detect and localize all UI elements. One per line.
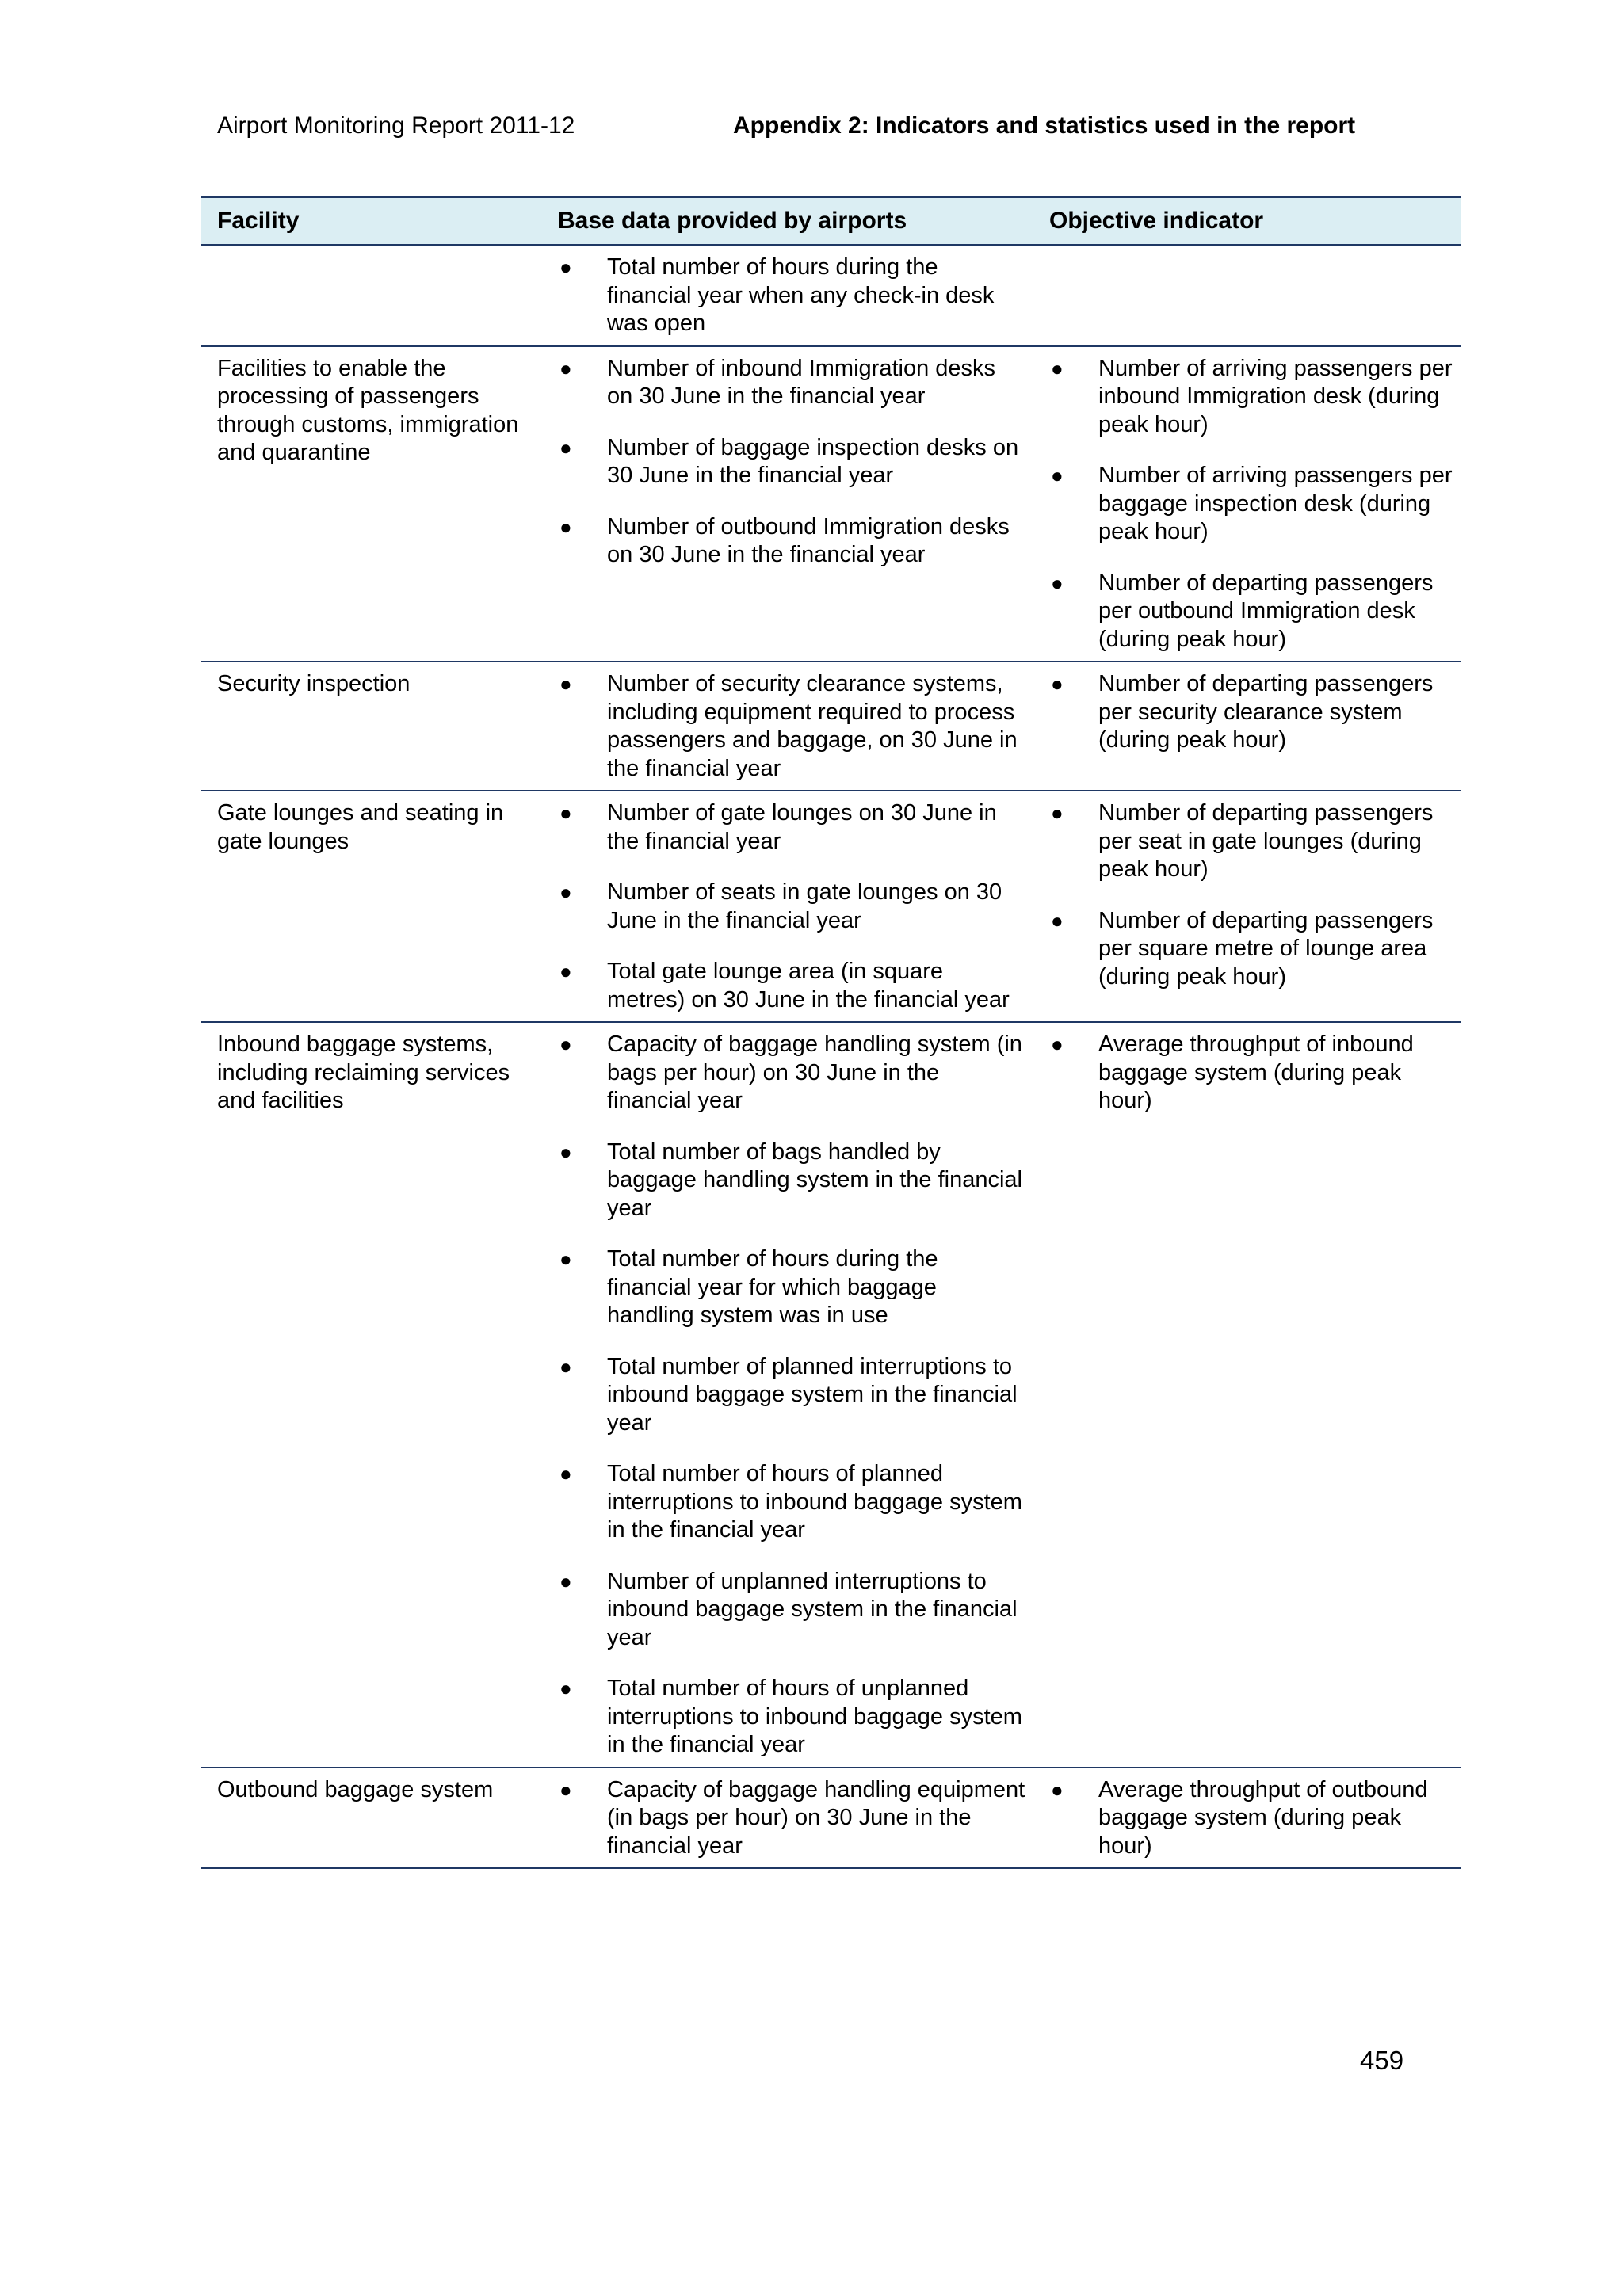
list-item-text: Total number of bags handled by baggage handling system in the financial year	[607, 1138, 1022, 1221]
list-item-text: Average throughput of inbound baggage system (during peak hour)	[1098, 1032, 1414, 1113]
list-item-text: Number of outbound Immigration desks on 30 June in the financial year	[607, 513, 1010, 567]
bullet-icon: ●	[1051, 1032, 1064, 1056]
bullet-icon: ●	[559, 1462, 572, 1486]
column-header-base-data: Base data provided by airports	[542, 197, 1033, 245]
list-item-text: Number of seats in gate lounges on 30 June in the financial year	[607, 879, 1002, 933]
objective-indicator-cell	[1033, 791, 1461, 1022]
list-item-text: Number of gate lounges on 30 June in the financial year	[607, 800, 997, 854]
bullet-list	[1049, 1776, 1461, 1861]
list-item	[558, 958, 1033, 1014]
bullet-icon: ●	[1051, 356, 1064, 380]
bullet-icon: ●	[559, 435, 572, 460]
list-item-text: Number of departing passengers per seat in gate lounges (during peak hour)	[1098, 800, 1434, 882]
list-item-text: Total number of hours of planned interruptions to inbound baggage system in the financial year	[607, 1461, 1022, 1543]
list-item	[558, 434, 1033, 490]
objective-indicator-cell	[1033, 662, 1461, 791]
list-item	[558, 1353, 1033, 1438]
bullet-list	[1049, 1031, 1461, 1116]
list-item	[558, 1460, 1033, 1545]
bullet-list	[1049, 355, 1461, 654]
list-item	[558, 1568, 1033, 1653]
table-row	[201, 346, 1461, 662]
bullet-icon: ●	[559, 880, 572, 904]
base-data-cell	[542, 346, 1033, 662]
list-item	[558, 355, 1033, 411]
table-row	[201, 1022, 1461, 1768]
list-item-text: Number of security clearance systems, including equipment required to process passengers and baggage, on 30 June in the financial year	[607, 671, 1018, 781]
list-item	[1049, 1776, 1461, 1861]
bullet-list	[558, 1031, 1033, 1760]
bullet-list	[558, 254, 1033, 338]
bullet-icon: ●	[1051, 463, 1064, 487]
bullet-icon: ●	[1051, 570, 1064, 595]
bullet-list	[558, 670, 1033, 783]
list-item-text: Number of unplanned interruptions to inbound baggage system in the financial year	[607, 1568, 1018, 1650]
bullet-icon: ●	[1051, 1777, 1064, 1802]
list-item-text: Number of baggage inspection desks on 30 June in the financial year	[607, 434, 1019, 488]
list-item	[1049, 462, 1461, 547]
list-item	[558, 1675, 1033, 1760]
report-title: Airport Monitoring Report 2011-12	[217, 113, 575, 139]
list-item-text: Average throughput of outbound baggage system (during peak hour)	[1098, 1776, 1428, 1859]
list-item-text: Number of departing passengers per square metre of lounge area (during peak hour)	[1098, 907, 1434, 990]
list-item	[558, 254, 1033, 338]
bullet-icon: ●	[559, 255, 572, 279]
bullet-list	[558, 355, 1033, 570]
table-body	[201, 245, 1461, 1868]
list-item-text: Number of arriving passengers per inbound Immigration desk (during peak hour)	[1098, 355, 1453, 437]
bullet-icon: ●	[559, 1032, 572, 1056]
list-item-text: Total number of hours during the financial year when any check-in desk was open	[607, 254, 995, 336]
bullet-icon: ●	[1051, 672, 1064, 696]
list-item	[1049, 670, 1461, 755]
list-item	[558, 513, 1033, 570]
bullet-icon: ●	[559, 1139, 572, 1164]
table-header-row	[201, 197, 1461, 245]
bullet-icon: ●	[559, 1354, 572, 1379]
bullet-icon: ●	[559, 1569, 572, 1593]
list-item	[1049, 570, 1461, 654]
base-data-cell	[542, 1768, 1033, 1869]
facility-cell: Security inspection	[201, 662, 542, 791]
list-item-text: Total number of hours of unplanned interruptions to inbound baggage system in the financial year	[607, 1676, 1022, 1757]
bullet-icon: ●	[559, 1676, 572, 1700]
base-data-cell	[542, 791, 1033, 1022]
list-item-text: Capacity of baggage handling system (in bags per hour) on 30 June in the financial year	[607, 1032, 1022, 1113]
objective-indicator-cell	[1033, 245, 1461, 346]
list-item-text: Number of departing passengers per outbound Immigration desk (during peak hour)	[1098, 570, 1434, 652]
objective-indicator-cell	[1033, 346, 1461, 662]
list-item-text: Number of inbound Immigration desks on 30 June in the financial year	[607, 355, 996, 409]
table-row	[201, 245, 1461, 346]
column-header-objective-indicator: Objective indicator	[1033, 197, 1461, 245]
bullet-icon: ●	[1051, 801, 1064, 825]
bullet-list	[558, 1776, 1033, 1861]
bullet-icon: ●	[559, 514, 572, 539]
facility-cell: Facilities to enable the processing of passengers through customs, immigration and quarantine	[201, 346, 542, 662]
list-item	[558, 799, 1033, 856]
list-item	[558, 1245, 1033, 1330]
table-row	[201, 791, 1461, 1022]
table-row	[201, 1768, 1461, 1869]
column-header-facility: Facility	[201, 197, 542, 245]
objective-indicator-cell	[1033, 1768, 1461, 1869]
bullet-icon: ●	[559, 959, 572, 983]
list-item	[1049, 799, 1461, 884]
bullet-icon: ●	[559, 1247, 572, 1271]
facility-cell	[201, 245, 542, 346]
base-data-cell	[542, 662, 1033, 791]
list-item	[558, 1138, 1033, 1223]
bullet-list	[558, 799, 1033, 1014]
list-item-text: Capacity of baggage handling equipment (in bags per hour) on 30 June in the financial year	[607, 1776, 1025, 1859]
list-item-text: Total number of planned interruptions to inbound baggage system in the financial year	[607, 1353, 1018, 1436]
facility-cell: Gate lounges and seating in gate lounges	[201, 791, 542, 1022]
facility-cell: Inbound baggage systems, including reclaiming services and facilities	[201, 1022, 542, 1768]
facility-cell: Outbound baggage system	[201, 1768, 542, 1869]
list-item-text: Total gate lounge area (in square metres) on 30 June in the financial year	[607, 959, 1010, 1013]
list-item	[1049, 1031, 1461, 1116]
base-data-cell	[542, 1022, 1033, 1768]
bullet-icon: ●	[559, 801, 572, 825]
bullet-icon: ●	[1051, 908, 1064, 933]
bullet-list	[1049, 670, 1461, 755]
objective-indicator-cell	[1033, 1022, 1461, 1768]
bullet-icon: ●	[559, 672, 572, 696]
list-item	[558, 1031, 1033, 1116]
list-item	[558, 670, 1033, 783]
list-item	[558, 879, 1033, 935]
bullet-list	[1049, 799, 1461, 991]
bullet-icon: ●	[559, 356, 572, 380]
appendix-title: Appendix 2: Indicators and statistics used in the report	[733, 113, 1356, 139]
bullet-icon: ●	[559, 1777, 572, 1802]
base-data-cell	[542, 245, 1033, 346]
list-item-text: Total number of hours during the financial year for which baggage handling system was in use	[607, 1246, 938, 1328]
list-item	[1049, 907, 1461, 992]
list-item	[558, 1776, 1033, 1861]
list-item	[1049, 355, 1461, 440]
list-item-text: Number of arriving passengers per baggage inspection desk (during peak hour)	[1098, 463, 1453, 544]
page-number: 459	[1360, 2046, 1404, 2075]
indicators-table	[201, 196, 1461, 1869]
list-item-text: Number of departing passengers per security clearance system (during peak hour)	[1098, 671, 1434, 753]
table-row	[201, 662, 1461, 791]
